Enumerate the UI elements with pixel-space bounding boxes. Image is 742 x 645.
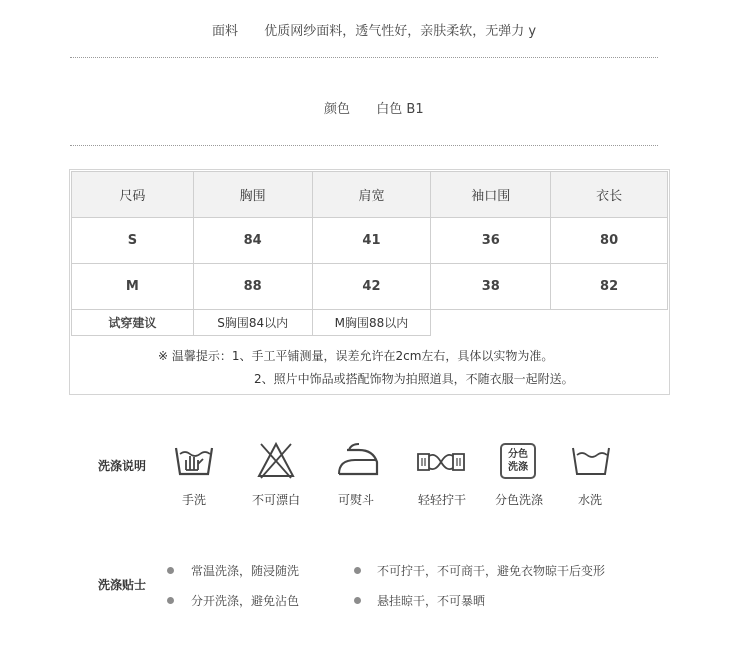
header-cell: 袖口围 xyxy=(431,172,551,218)
try-on-item: M胸围88以内 xyxy=(312,310,431,336)
size-note: ※ 温馨提示：1、手工平铺测量，误差允许在2cm左右，具体以实物为准。 xyxy=(158,349,554,363)
bullet xyxy=(167,597,174,604)
size-table xyxy=(71,171,668,336)
divider xyxy=(70,57,658,58)
wash-item-no-bleach xyxy=(240,440,312,480)
size-cell: S xyxy=(72,218,194,264)
header-cell: 尺码 xyxy=(72,172,194,218)
bullet xyxy=(167,567,174,574)
wash-label: 水洗 xyxy=(578,493,603,507)
size-table-header-row xyxy=(72,172,668,218)
value-cell: 42 xyxy=(312,264,431,310)
washing-title: 洗涤说明 xyxy=(98,459,147,473)
header-cell: 衣长 xyxy=(551,172,668,218)
empty-cell xyxy=(551,310,668,336)
tip-item: 不可拧干，不可商干，避免衣物晾干后变形 xyxy=(377,564,606,578)
separate-color-wash-icon xyxy=(500,443,536,479)
hand-wash-icon xyxy=(172,440,216,480)
divider xyxy=(70,145,658,146)
wash-item-iron xyxy=(322,440,394,480)
wash-item-water-wash xyxy=(555,440,627,480)
iron-icon xyxy=(335,440,381,480)
no-bleach-icon xyxy=(255,440,297,480)
value-cell: 41 xyxy=(312,218,431,264)
try-on-item: S胸围84以内 xyxy=(193,310,312,336)
tip-item: 悬挂晾干，不可暴晒 xyxy=(377,594,486,608)
value-cell: 88 xyxy=(193,264,312,310)
bullet xyxy=(354,567,361,574)
badge-line: 分色 xyxy=(508,449,528,460)
fabric-value: 优质网纱面料，透气性好，亲肤柔软，无弹力 y xyxy=(264,24,537,39)
badge-line: 洗涤 xyxy=(508,462,528,473)
tip-item: 常温洗涤，随浸随洗 xyxy=(191,564,300,578)
color-row xyxy=(324,98,424,117)
header-cell: 肩宽 xyxy=(312,172,431,218)
empty-cell xyxy=(431,310,551,336)
table-row xyxy=(72,264,668,310)
value-cell: 84 xyxy=(193,218,312,264)
try-on-label: 试穿建议 xyxy=(72,310,194,336)
wash-label: 手洗 xyxy=(182,493,207,507)
wash-item-hand-wash xyxy=(158,440,230,480)
wash-label: 分色洗涤 xyxy=(495,493,544,507)
value-cell: 82 xyxy=(551,264,668,310)
size-cell: M xyxy=(72,264,194,310)
color-value: 白色 B1 xyxy=(376,102,424,117)
value-cell: 80 xyxy=(551,218,668,264)
color-label: 颜色 xyxy=(324,102,351,117)
size-table-panel xyxy=(69,169,670,395)
wash-item-gentle-wring xyxy=(405,440,477,480)
tips-title: 洗涤贴士 xyxy=(98,578,147,592)
fabric-row xyxy=(212,20,536,39)
try-on-row xyxy=(72,310,668,336)
header-cell: 胸围 xyxy=(193,172,312,218)
gentle-wring-icon xyxy=(415,440,467,480)
wash-label: 可熨斗 xyxy=(338,493,375,507)
wash-label: 轻轻拧干 xyxy=(418,493,467,507)
table-row xyxy=(72,218,668,264)
bullet xyxy=(354,597,361,604)
value-cell: 36 xyxy=(431,218,551,264)
fabric-label: 面料 xyxy=(212,24,239,39)
water-wash-icon xyxy=(569,440,613,480)
value-cell: 38 xyxy=(431,264,551,310)
size-note: 2、照片中饰品或搭配饰物为拍照道具，不随衣服一起附送。 xyxy=(254,372,574,386)
tip-item: 分开洗涤，避免沾色 xyxy=(191,594,300,608)
wash-label: 不可漂白 xyxy=(252,493,301,507)
